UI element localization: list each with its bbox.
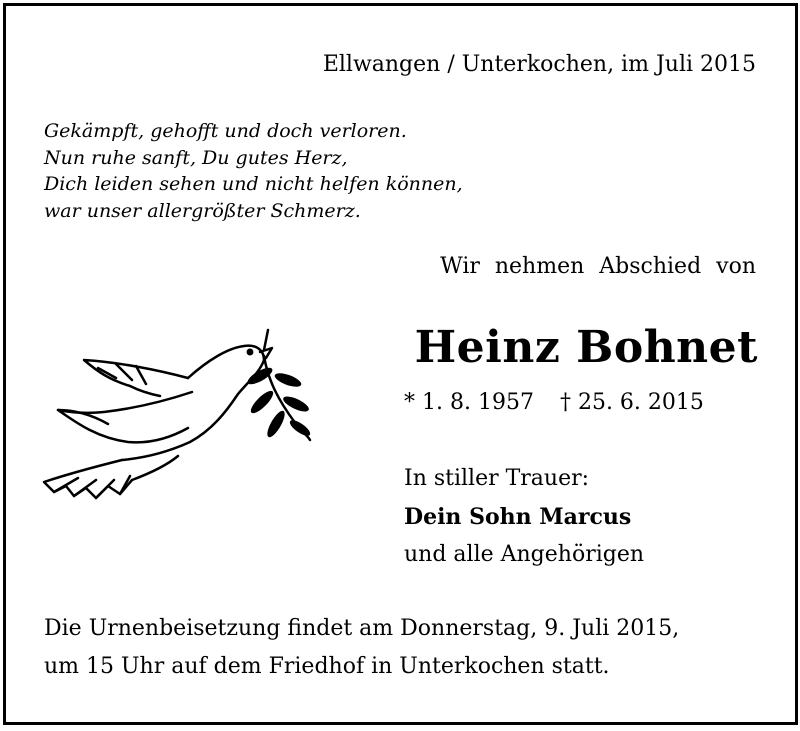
burial-line: Die Urnenbeisetzung findet am Donnerstag, 9. Juli 2015, xyxy=(44,616,680,641)
place-date: Ellwangen / Unterkochen, im Juli 2015 xyxy=(322,52,756,77)
poem-line: Nun ruhe sanft, Du gutes Herz, xyxy=(44,146,348,169)
mourners-block xyxy=(404,460,644,574)
dove-with-olive-branch-icon xyxy=(38,320,318,520)
death-date: † 25. 6. 2015 xyxy=(559,390,704,415)
mourning-intro: In stiller Trauer: xyxy=(404,466,590,491)
farewell-text: Wir nehmen Abschied von xyxy=(440,254,756,279)
poem xyxy=(44,118,463,224)
burial-notice xyxy=(44,610,679,686)
life-dates xyxy=(404,390,704,415)
mourner-son: Dein Sohn Marcus xyxy=(404,504,632,530)
burial-line: um 15 Uhr auf dem Friedhof in Unterkochen statt. xyxy=(44,654,610,679)
mourner-others: und alle Angehörigen xyxy=(404,542,645,567)
poem-line: Gekämpft, gehofft und doch verloren. xyxy=(44,120,407,142)
deceased-name: Heinz Bohnet xyxy=(414,322,758,373)
poem-line: Dich leiden sehen und nicht helfen können, xyxy=(44,173,463,195)
poem-line: war unser allergrößter Schmerz. xyxy=(44,199,361,222)
birth-date: * 1. 8. 1957 xyxy=(404,390,534,415)
